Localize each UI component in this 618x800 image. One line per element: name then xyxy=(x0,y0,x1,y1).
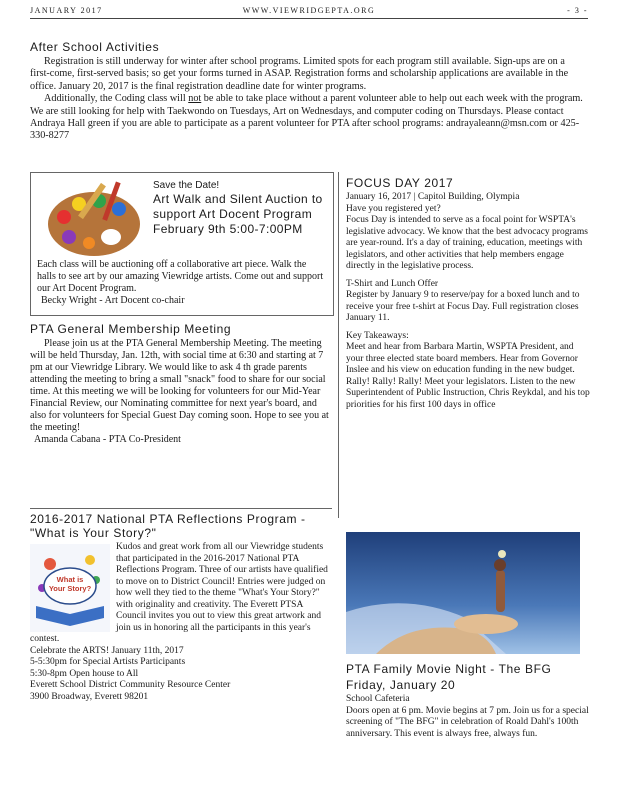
after-school-p2-not: not xyxy=(188,93,202,105)
movie-night-place: School Cafeteria xyxy=(346,694,410,704)
after-school-p2-start: Additionally, the Coding class will xyxy=(44,93,186,105)
movie-night-date: Friday, January 20 xyxy=(346,678,456,692)
reflections-title: 2016-2017 National PTA Reflections Program - "What is Your Story?" xyxy=(30,512,306,540)
palette-image xyxy=(39,179,143,259)
section-divider xyxy=(30,508,332,509)
takeaways-title: Key Takeaways: xyxy=(346,330,409,341)
lunch-offer-body: Register by January 9 to reserve/pay for a boxed lunch and to receive your free t-shirt at Focus Day. Full registration closes January 11. xyxy=(346,290,580,323)
focus-day-location: January 16, 2017 | Capitol Building, Olympia xyxy=(346,192,520,202)
focus-day-title: FOCUS DAY 2017 xyxy=(346,176,454,190)
header-date: JANUARY 2017 xyxy=(30,6,103,15)
art-walk-box xyxy=(30,172,334,316)
focus-day-body: Focus Day is intended to serve as a focal point for WSPTA's legislative advocacy. We know that the best advocacy programs are year-round. It's a day of training, education, meetings with legislators, and other activities that help members engage directly in the legislative process. xyxy=(346,215,588,271)
general-meeting-title: PTA General Membership Meeting xyxy=(30,322,232,336)
header-page-number: - 3 - xyxy=(567,6,588,15)
reflections-time-1: 5-5:30pm for Special Artists Participants xyxy=(30,657,186,667)
page-header xyxy=(30,6,588,15)
save-the-date: Save the Date! xyxy=(153,180,220,191)
header-rule xyxy=(30,18,588,19)
art-walk-signature: Becky Wright - Art Docent co-chair xyxy=(41,295,185,306)
focus-day-question: Have you registered yet? xyxy=(346,203,441,214)
reflections-image-text-top: What is xyxy=(56,575,84,584)
art-walk-date: February 9th 5:00-7:00PM xyxy=(153,222,303,236)
art-walk-body-wrap xyxy=(37,259,327,307)
reflections-image-text-bottom: Your Story? xyxy=(48,584,92,593)
reflections-body: Kudos and great work from all our Viewridge students that participated in the 2016-2017 National PTA Reflections Program. Three of our artists have qualified to move on to District Council! Entries were judged on how well they tied to the theme "What's Your Story?" with originality and creativity. The Everett PTSA Council invites you out to view this great artwork and join us in honoring all the participants in this year's contest. xyxy=(30,542,328,644)
after-school-p2 xyxy=(30,93,586,143)
bfg-movie-image xyxy=(346,532,580,654)
art-walk-body: Each class will be auctioning off a collaborative art piece. Walk the halls to see art by our amazing Viewridge artists. Come out and support our Art Docent Program. xyxy=(37,259,324,294)
movie-night-section xyxy=(346,662,592,740)
general-meeting-section xyxy=(30,322,330,446)
reflections-address: 3900 Broadway, Everett 98201 xyxy=(30,691,149,702)
reflections-section xyxy=(30,512,332,703)
movie-night-title: PTA Family Movie Night - The BFG xyxy=(346,662,552,676)
reflections-location: Everett School District Community Resource Center xyxy=(30,680,231,690)
after-school-section xyxy=(30,40,586,143)
movie-night-body: Doors open at 6 pm. Movie begins at 7 pm. Join us for a special screening of "The BFG" in celebration of Roald Dahl's 100th anniversary. This event is always free, always fun. xyxy=(346,705,589,739)
reflections-time-2: 5:30-8pm Open house to All xyxy=(30,668,139,679)
after-school-title: After School Activities xyxy=(30,40,160,54)
column-separator xyxy=(338,172,339,518)
reflections-celebrate: Celebrate the ARTS! January 11th, 2017 xyxy=(30,645,184,656)
art-walk-heading xyxy=(153,179,325,237)
art-walk-title: Art Walk and Silent Auction to support Art Docent Program xyxy=(153,192,323,221)
reflections-image xyxy=(30,544,110,632)
general-meeting-body: Please join us at the PTA General Membership Meeting. The meeting will be held Thursday, Jan. 12th, with social time at 6:30 and starting at 7 pm at our Viewridge Library. We would like to ask 4 th grade parents attending the meeting to bring a small "snack" food to share for our social time. At this meeting we will be looking for volunteers for our Mid-Year Financial Review, our Nominating committee for next year's board, and also for volunteers for Special Guest Day coming soon. Hope to see you at the meeting! xyxy=(30,338,329,433)
after-school-p2-end: be able to take place without a parent volunteer able to help out each week with the program. We are still looking for help with Taekwondo on Tuesdays, Art on Wednesdays, and computer coding on Thursdays. Please contact Andraya Hall green if you are able to participate as a parent volunteer for PTA after school programs: andrayaleann@msn.com or 425-330-8277 xyxy=(30,93,583,142)
focus-day-section xyxy=(346,176,590,411)
after-school-p1: Registration is still underway for winter after school programs. Limited spots for each program still available. Sign-ups are on a first-come, first-served basis; so get your forms turned in ASAP. Registration forms and scholarship applications are available in the office. January 20, 2017 is the final registration deadline date for winter programs. xyxy=(30,56,569,92)
lunch-offer-title: T-Shirt and Lunch Offer xyxy=(346,278,439,289)
general-meeting-signature: Amanda Cabana - PTA Co-President xyxy=(34,434,181,445)
takeaways-body: Meet and hear from Barbara Martin, WSPTA President, and your three elected state board members. Hear from Governor Inslee and his view on education funding in the new budget. Rally! Rally! Rally! Meet your legislators. Listen to the new Superintendent of Public Instruction, Chris Reykdal, and his top priorities for his first 100 days in office xyxy=(346,342,590,410)
header-site[interactable]: WWW.VIEWRIDGEPTA.ORG xyxy=(242,6,376,15)
